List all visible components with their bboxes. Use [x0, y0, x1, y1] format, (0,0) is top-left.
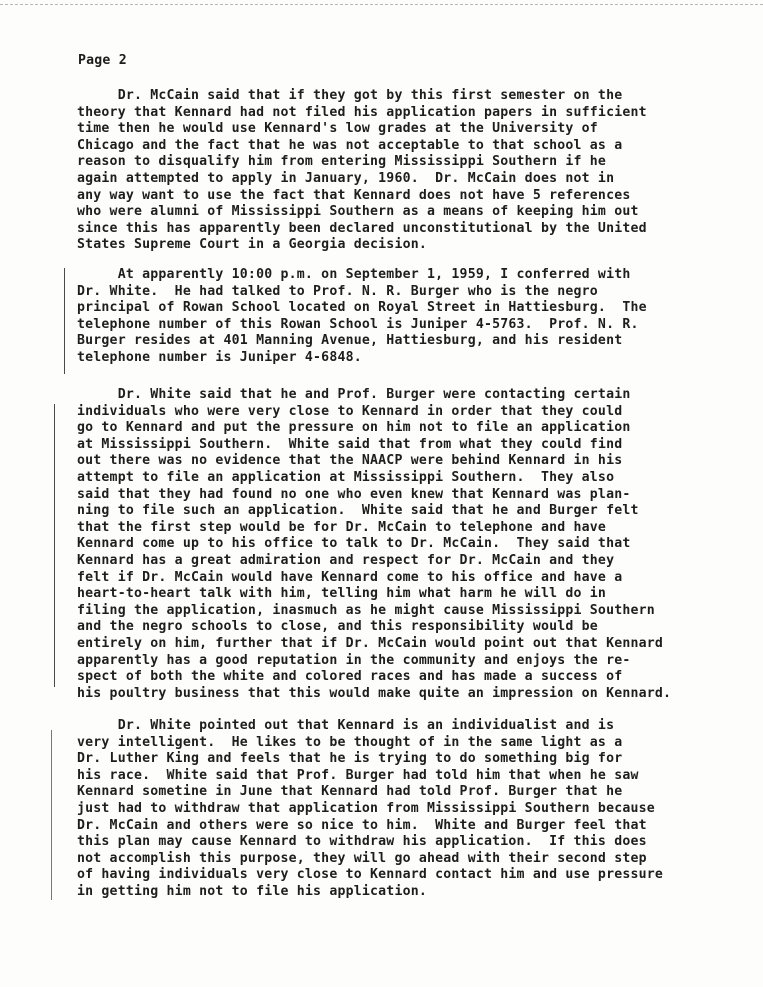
text-line: attempt to file an application at Mississippi Southern. They also — [77, 469, 615, 485]
paragraph-white-burger-contacts — [77, 387, 729, 702]
text-line: Dr. McCain and others were so nice to him. White and Burger feel that — [77, 817, 647, 833]
text-line: principal of Rowan School located on Royal Street in Hattiesburg. The — [77, 300, 647, 316]
text-line: reason to disqualify him from entering Mississippi Southern if he — [77, 154, 607, 170]
text-line: his poultry business that this would make quite an impression on Kennard. — [77, 685, 672, 701]
text-line: since this has apparently been declared unconstitutional by the United — [77, 220, 647, 236]
text-line: time then he would use Kennard's low grades at the University of — [77, 121, 598, 137]
text-line: said that they had found no one who even knew that Kennard was plan- — [77, 486, 631, 502]
text-line: Kennard sometine in June that Kennard had told Prof. Burger that he — [77, 784, 623, 800]
text-line: Dr. White pointed out that Kennard is an individualist and is — [77, 718, 615, 733]
text-line: Chicago and the fact that he was not acceptable to that school as a — [77, 137, 623, 153]
text-line: telephone number of this Rowan School is Juniper 4-5763. Prof. N. R. — [77, 316, 639, 332]
text-line: this plan may cause Kennard to withdraw his application. If this does — [77, 834, 647, 850]
text-line: apparently has a good reputation in the community and enjoys the re- — [77, 652, 631, 668]
text-line: At apparently 10:00 p.m. on September 1, 1959, I conferred with — [77, 267, 631, 282]
text-line: theory that Kennard had not filed his application papers in sufficient — [77, 104, 647, 120]
text-line: Dr. McCain said that if they got by this first semester on the — [77, 88, 623, 103]
text-line: again attempted to apply in January, 1960. Dr. McCain does not in — [77, 170, 615, 186]
text-line: in getting him not to file his application. — [77, 883, 428, 899]
text-line: Burger resides at 401 Manning Avenue, Hattiesburg, and his resident — [77, 333, 623, 349]
text-line: Kennard come up to his office to talk to Dr. McCain. They said that — [77, 536, 631, 552]
text-line: filing the application, inasmuch as he might cause Mississippi Southern — [77, 602, 655, 618]
text-line: just had to withdraw that application from Mississippi Southern because — [77, 800, 655, 816]
text-line: Dr. Luther King and feels that he is trying to do something big for — [77, 751, 623, 767]
text-line: who were alumni of Mississippi Southern as a means of keeping him out — [77, 204, 639, 220]
paragraph-kennard-individualist — [77, 718, 729, 901]
paragraph-mccain-semester — [77, 88, 729, 254]
text-line: of having individuals very close to Kennard contact him and use pressure — [77, 867, 664, 883]
text-line: Dr. White. He had talked to Prof. N. R. Burger who is the negro — [77, 283, 598, 299]
text-line: States Supreme Court in a Georgia decision. — [77, 237, 428, 253]
text-line: spect of both the white and colored races and has made a success of — [77, 669, 623, 685]
margin-bracket-mark — [64, 268, 65, 374]
text-line: not accomplish this purpose, they will go ahead with their second step — [77, 850, 647, 866]
text-line: Dr. White said that he and Prof. Burger were contacting certain — [77, 387, 631, 402]
text-line: felt if Dr. McCain would have Kennard come to his office and have a — [77, 569, 623, 585]
text-line: individuals who were very close to Kennard in order that they could — [77, 403, 623, 419]
text-line: that the first step would be for Dr. McCain to telephone and have — [77, 519, 607, 535]
margin-bracket-mark — [54, 404, 55, 687]
text-line: go to Kennard and put the pressure on him not to file an application — [77, 420, 631, 436]
page-top-edge — [0, 4, 763, 5]
text-line: Kennard has a great admiration and respect for Dr. McCain and they — [77, 552, 615, 568]
page-number: Page 2 — [78, 53, 127, 68]
text-line: his race. White said that Prof. Burger had told him that when he saw — [77, 767, 639, 783]
text-line: very intelligent. He likes to be thought of in the same light as a — [77, 734, 623, 750]
margin-bracket-mark — [51, 730, 52, 900]
text-line: at Mississippi Southern. White said that from what they could find — [77, 436, 623, 452]
text-line: entirely on him, further that if Dr. McCain would point out that Kennard — [77, 635, 664, 651]
text-line: and the negro schools to close, and this responsibility would be — [77, 619, 598, 635]
paragraph-conference-white — [77, 267, 729, 367]
text-line: telephone number is Juniper 4-6848. — [77, 349, 362, 365]
text-line: heart-to-heart talk with him, telling him what harm he will do in — [77, 586, 607, 602]
text-line: out there was no evidence that the NAACP were behind Kennard in his — [77, 453, 623, 469]
text-line: any way want to use the fact that Kennard does not have 5 references — [77, 187, 631, 203]
text-line: ning to file such an application. White said that he and Burger felt — [77, 503, 639, 519]
